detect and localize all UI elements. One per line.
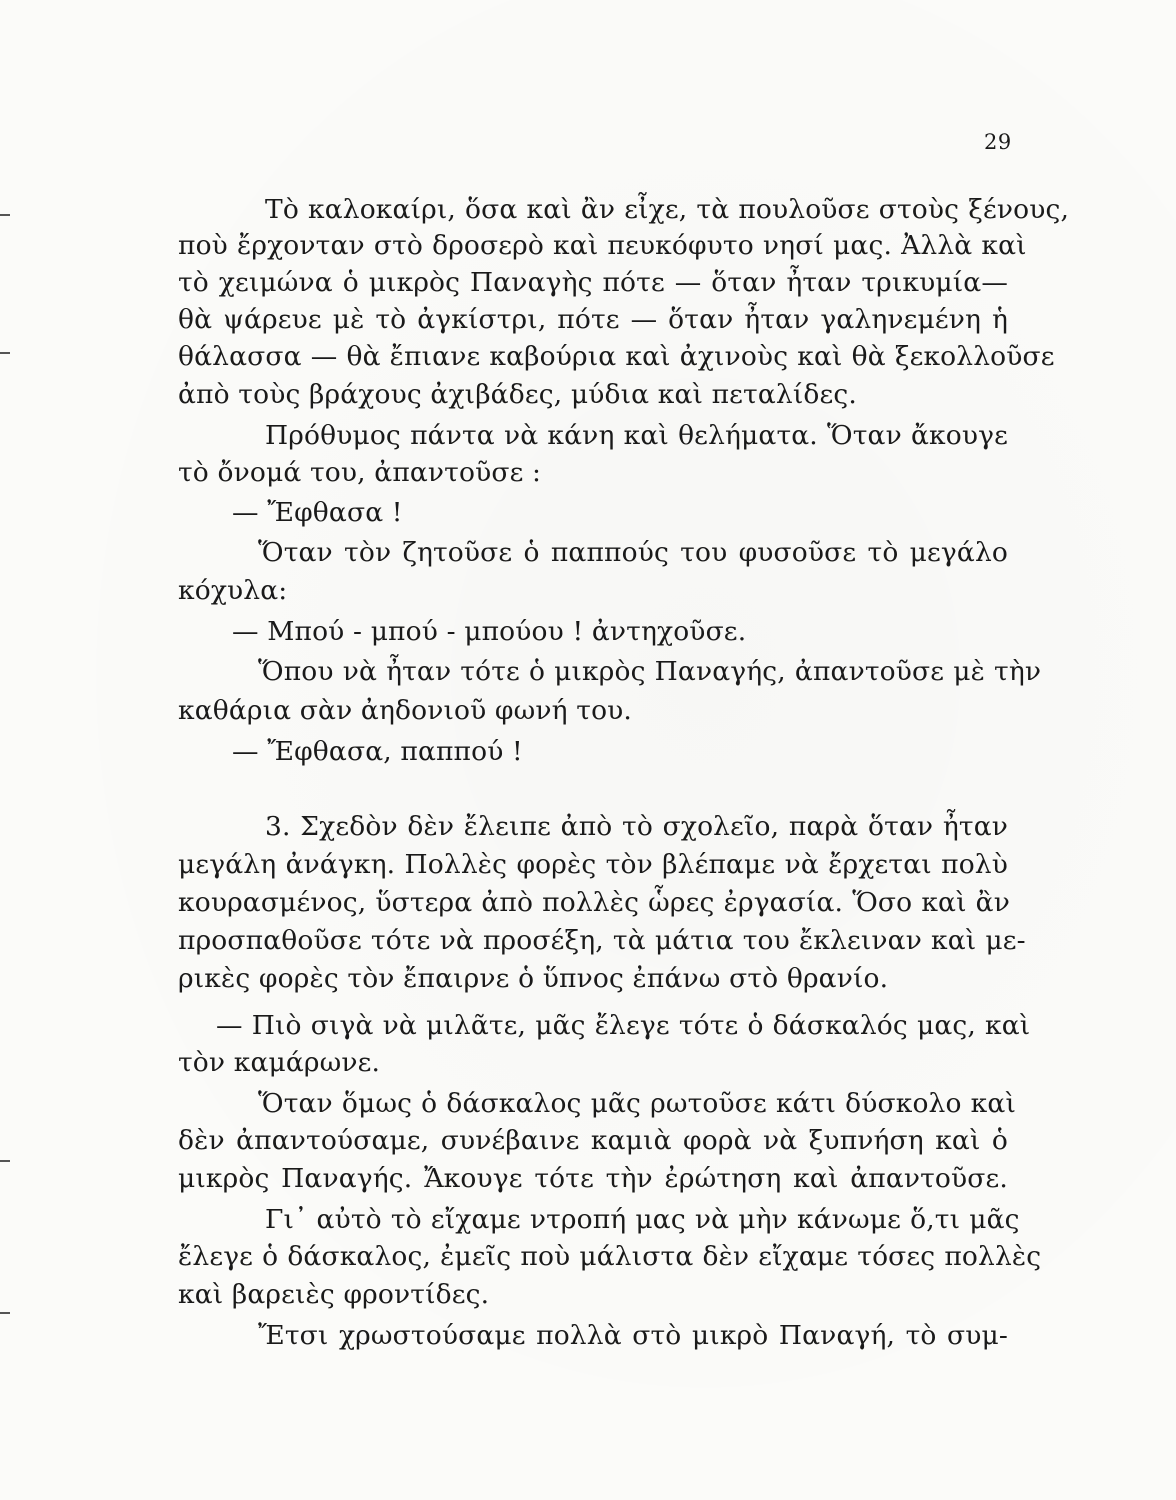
binding-mark (0, 214, 10, 216)
text-line: τὸ χειμώνα ὁ μικρὸς Παναγὴς πότε — ὅταν ἦταν τρικυμία— (178, 267, 1008, 298)
text-line: θὰ ψάρευε μὲ τὸ ἀγκίστρι, πότε — ὅταν ἦταν γαληνεμένη ἡ (178, 304, 1008, 335)
text-line: κουρασμένος, ὕστερα ἀπὸ πολλὲς ὧρες ἐργασία. Ὅσο καὶ ἂν (178, 887, 1010, 918)
text-line: — Μπού - μπού - μπούου ! ἀντηχοῦσε. (232, 616, 747, 647)
text-line: Ἔτσι χρωστούσαμε πολλὰ στὸ μικρὸ Παναγή, τὸ συμ- (258, 1320, 1008, 1351)
text-line: τὸ ὄνομά του, ἀπαντοῦσε : (178, 457, 542, 488)
text-line: δὲν ἀπαντούσαμε, συνέβαινε καμιὰ φορὰ νὰ ξυπνήση καὶ ὁ (178, 1125, 1008, 1156)
text-line: προσπαθοῦσε τότε νὰ προσέξη, τὰ μάτια του ἔκλειναν καὶ με- (178, 925, 1026, 956)
binding-mark (0, 1312, 10, 1314)
text-line: μικρὸς Παναγής. Ἄκουγε τότε τὴν ἐρώτηση καὶ ἀπαντοῦσε. (178, 1163, 1008, 1194)
text-line: ποὺ ἔρχονταν στὸ δροσερὸ καὶ πευκόφυτο νησί μας. Ἀλλὰ καὶ (178, 230, 1027, 261)
text-line: — Πιὸ σιγὰ νὰ μιλᾶτε, μᾶς ἔλεγε τότε ὁ δάσκαλός μας, καὶ (216, 1010, 1031, 1041)
page-number: 29 (984, 130, 1012, 154)
text-line: ἔλεγε ὁ δάσκαλος, ἐμεῖς ποὺ μάλιστα δὲν εἴχαμε τόσες πολλὲς (178, 1241, 1042, 1272)
text-line: θάλασσα — θὰ ἔπιανε καβούρια καὶ ἀχινοὺς καὶ θὰ ξεκολλοῦσε (178, 341, 1055, 372)
text-line: Πρόθυμος πάντα νὰ κάνη καὶ θελήματα. Ὅταν ἄκουγε (265, 420, 1008, 451)
text-line: — Ἔφθασα, παππού ! (232, 736, 523, 767)
binding-mark (0, 1160, 10, 1162)
binding-mark (0, 352, 10, 354)
text-line: κόχυλα: (178, 575, 288, 606)
text-line: Τὸ καλοκαίρι, ὅσα καὶ ἂν εἶχε, τὰ πουλοῦσε στοὺς ξένους, (265, 194, 1070, 225)
text-line: Γι᾿ αὐτὸ τὸ εἴχαμε ντροπή μας νὰ μὴν κάνωμε ὅ,τι μᾶς (265, 1204, 1020, 1235)
text-line: 3. Σχεδὸν δὲν ἔλειπε ἀπὸ τὸ σχολεῖο, παρὰ ὅταν ἦταν (265, 811, 1008, 842)
text-line: — Ἔφθασα ! (232, 497, 403, 528)
text-line: Ὅπου νὰ ἦταν τότε ὁ μικρὸς Παναγής, ἀπαντοῦσε μὲ τὴν (258, 656, 1042, 687)
text-line: Ὅταν ὅμως ὁ δάσκαλος μᾶς ρωτοῦσε κάτι δύσκολο καὶ (258, 1088, 1016, 1119)
text-line: καὶ βαρειὲς φροντίδες. (178, 1279, 490, 1310)
text-line: ρικὲς φορὲς τὸν ἔπαιρνε ὁ ὕπνος ἐπάνω στὸ θρανίο. (178, 963, 889, 994)
text-line: ἀπὸ τοὺς βράχους ἀχιβάδες, μύδια καὶ πεταλίδες. (178, 379, 857, 410)
text-line: τὸν καμάρωνε. (178, 1047, 381, 1078)
text-line: καθάρια σὰν ἀηδονιοῦ φωνή του. (178, 695, 633, 726)
text-line: Ὅταν τὸν ζητοῦσε ὁ παππούς του φυσοῦσε τὸ μεγάλο (258, 537, 1008, 568)
text-line: μεγάλη ἀνάγκη. Πολλὲς φορὲς τὸν βλέπαμε νὰ ἔρχεται πολὺ (178, 849, 1008, 880)
